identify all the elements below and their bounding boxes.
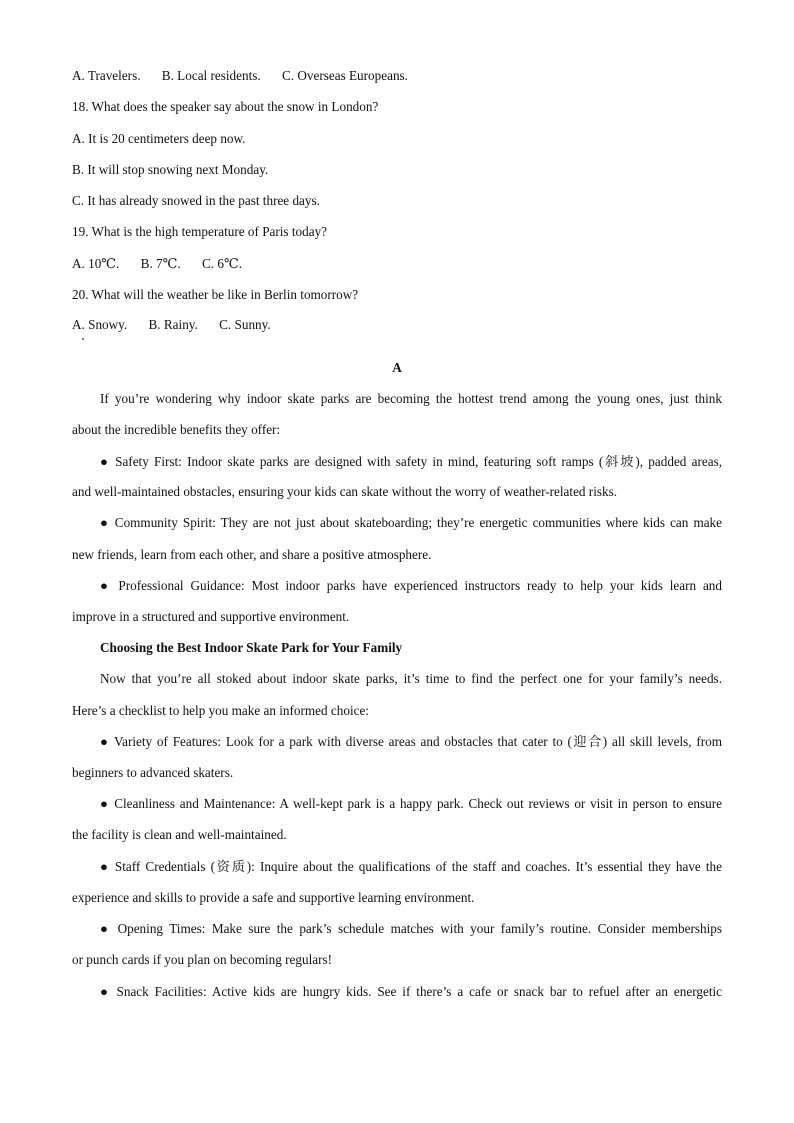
passage-heading: A [392,360,402,375]
variety-line-2: beginners to advanced skaters. [72,765,234,780]
subheading: Choosing the Best Indoor Skate Park for Your Family [100,640,403,655]
professional-guidance-line-2: improve in a structured and supportive environment. [72,609,350,624]
now-line-1: Now that you’re all stoked about indoor skate parks, it’s time to find the perfect one for your family’s needs. [100,671,722,686]
q20-option-a: A. Snowy. [72,317,128,332]
q18-question: 18. What does the speaker say about the snow in London? [72,99,379,114]
opening-times-line-1: ● Opening Times: Make sure the park’s schedule matches with your family’s routine. Consider memberships [100,921,722,936]
stray-mark [82,338,84,340]
q17-option-b: B. Local residents. [161,68,261,83]
staff-credentials-line-2: experience and skills to provide a safe and supportive learning environment. [72,890,475,905]
q19-option-a: A. 10℃. [72,256,120,271]
staff-credentials-line-1: ● Staff Credentials (资质): Inquire about the qualifications of the staff and coaches. It’s essential they have the [100,859,722,874]
intro-line-1: If you’re wondering why indoor skate parks are becoming the hottest trend among the young ones, just think [100,391,722,406]
q20-question: 20. What will the weather be like in Berlin tomorrow? [72,287,359,302]
safety-first-line-1: ● Safety First: Indoor skate parks are designed with safety in mind, featuring soft ramps (斜坡), padded areas, [100,454,722,469]
community-spirit-line-1: ● Community Spirit: They are not just about skateboarding; they’re energetic communities where kids can make [100,515,722,530]
q17-options [72,68,408,84]
snack-facilities-line-1: ● Snack Facilities: Active kids are hungry kids. See if there’s a cafe or snack bar to refuel after an energetic [100,984,722,999]
opening-times-line-2: or punch cards if you plan on becoming regulars! [72,952,333,967]
intro-line-2: about the incredible benefits they offer: [72,422,281,437]
variety-line-1: ● Variety of Features: Look for a park with diverse areas and obstacles that cater to (迎合) all skill levels, from [100,734,722,749]
community-spirit-line-2: new friends, learn from each other, and share a positive atmosphere. [72,547,432,562]
q19-option-c: C. 6℃. [202,256,243,271]
q18-option-c: C. It has already snowed in the past three days. [72,193,320,208]
cleanliness-line-1: ● Cleanliness and Maintenance: A well-kept park is a happy park. Check out reviews or visit in person to ensure [100,796,722,811]
q20-option-b: B. Rainy. [148,317,198,332]
q19-option-b: B. 7℃. [140,256,181,271]
q17-option-a: A. Travelers. [72,68,141,83]
q19-options [72,256,242,272]
now-line-2: Here’s a checklist to help you make an informed choice: [72,703,369,718]
q20-options [72,317,271,333]
q17-option-c: C. Overseas Europeans. [281,68,408,83]
q18-option-b: B. It will stop snowing next Monday. [72,162,269,177]
cleanliness-line-2: the facility is clean and well-maintained. [72,827,287,842]
q18-option-a: A. It is 20 centimeters deep now. [72,131,246,146]
safety-first-line-2: and well-maintained obstacles, ensuring your kids can skate without the worry of weather-related risks. [72,484,618,499]
professional-guidance-line-1: ● Professional Guidance: Most indoor parks have experienced instructors ready to help your kids learn and [100,578,722,593]
q19-question: 19. What is the high temperature of Paris today? [72,224,328,239]
q20-option-c: C. Sunny. [219,317,271,332]
